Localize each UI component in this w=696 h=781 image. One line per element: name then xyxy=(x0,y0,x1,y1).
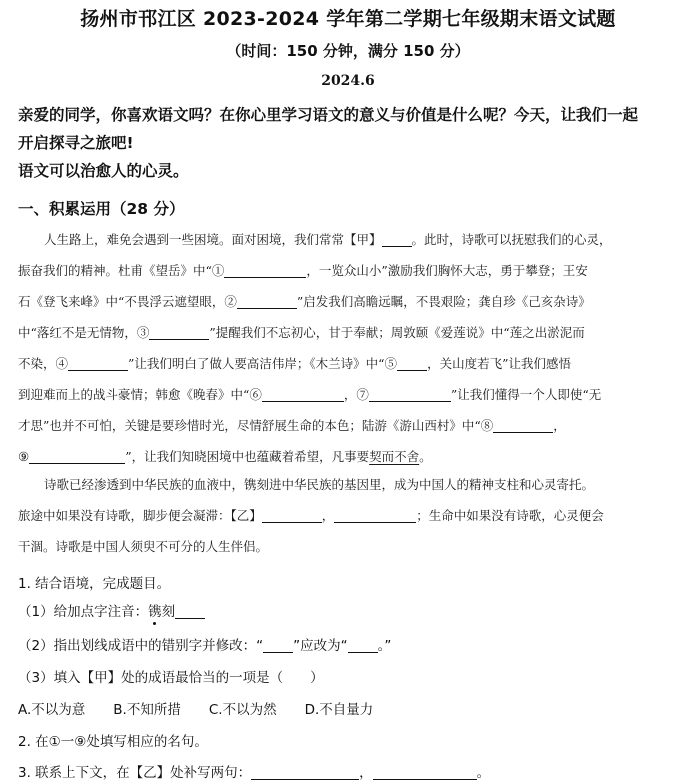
passage-text: ⑨ xyxy=(18,449,30,464)
passage-text: 干涸。诗歌是中国人须臾不可分的人生伴侣。 xyxy=(18,539,269,554)
answer-blank-yi-2[interactable] xyxy=(373,765,477,780)
question-text: （2）指出划线成语中的错别字并修改：“ xyxy=(18,638,264,654)
passage-1-line-8 xyxy=(18,441,672,472)
passage-text: ；生命中如果没有诗歌，心灵便会 xyxy=(416,508,604,523)
passage-text: 旅途中如果没有诗歌，脚步便会凝滞：【乙】 xyxy=(18,508,262,523)
passage-text: ，⑦ xyxy=(343,387,369,402)
blank-2[interactable] xyxy=(237,293,297,309)
passage-text: 中“落红不是无情物，③ xyxy=(18,325,150,340)
passage-text: 。 xyxy=(419,449,432,464)
passage-text: ， xyxy=(321,508,335,523)
blank-6[interactable] xyxy=(262,386,344,402)
question-1-1 xyxy=(18,600,205,620)
passage-2-line-1 xyxy=(18,469,672,500)
blank-3[interactable] xyxy=(149,324,209,340)
question-1-3: （3）填入【甲】处的成语最恰当的一项是（ ） xyxy=(18,670,324,686)
underlined-idiom: 契而不舍 xyxy=(369,449,420,464)
question-text: （1）给加点字注音： xyxy=(18,604,149,620)
passage-text: ”启发我们高瞻远瞩，不畏艰险；龚自珍《己亥杂诗》 xyxy=(296,294,591,309)
blank-5[interactable] xyxy=(397,355,427,371)
passage-text: 人生路上，难免会遇到一些困境。面对困境，我们常常【甲】 xyxy=(44,232,382,247)
intro-line-1: 亲爱的同学，你喜欢语文吗？在你心里学习语文的意义与价值是什么呢？今天，让我们一起 xyxy=(18,106,639,124)
answer-blank-correct-char[interactable] xyxy=(348,638,378,653)
passage-1-line-3 xyxy=(18,286,672,317)
answer-blank-wrong-char[interactable] xyxy=(263,638,293,653)
option-d[interactable]: D.不自量力 xyxy=(304,702,374,718)
passage-text: ，关山度若飞”让我们感悟 xyxy=(427,356,571,371)
blank-4[interactable] xyxy=(68,355,128,371)
passage-text: 诗歌已经渗透到中华民族的血液中，镌刻进中华民族的基因里，成为中国人的精神支柱和心灵寄托。 xyxy=(44,477,595,492)
question-text: 刻 xyxy=(161,604,176,620)
question-2: 2. 在①一⑨处填写相应的名句。 xyxy=(18,734,208,750)
passage-2-line-2 xyxy=(18,500,672,531)
passage-text: 才思”也并不可怕，关键是要珍惜时光，尽情舒展生命的本色；陆游《游山西村》中“⑧ xyxy=(18,418,494,433)
passage-text: ”，让我们知晓困境中也蕴藏着希望，凡事要 xyxy=(125,449,370,464)
passage-text: 到迎难而上的战斗豪情；韩愈《晚春》中“⑥ xyxy=(18,387,262,402)
question-1-3-options xyxy=(18,698,401,718)
passage-text: ”让我们明白了做人要高洁伟岸；《木兰诗》中“⑤ xyxy=(128,356,398,371)
answer-blank-yi-1[interactable] xyxy=(251,765,359,780)
question-text: 。” xyxy=(377,638,392,654)
passage-text: ”让我们懂得一个人即使“无 xyxy=(450,387,602,402)
intro-line-3: 语文可以治愈人的心灵。 xyxy=(18,162,189,180)
option-a[interactable]: A.不以为意 xyxy=(18,702,86,718)
passage-1-line-4 xyxy=(18,317,672,348)
blank-yi-1[interactable] xyxy=(262,507,322,523)
question-1-2 xyxy=(18,634,391,654)
passage-1-line-7 xyxy=(18,410,672,441)
passage-2-line-3 xyxy=(18,531,672,562)
option-c[interactable]: C.不以为然 xyxy=(208,702,277,718)
dotted-char: 镌 xyxy=(148,604,162,620)
blank-9[interactable] xyxy=(29,448,125,464)
question-text: ”应改为“ xyxy=(293,638,348,654)
passage-text: 振奋我们的精神。杜甫《望岳》中“① xyxy=(18,263,225,278)
exam-title: 扬州市邗江区 2023-2024 学年第二学期七年级期末语文试题 xyxy=(80,8,616,30)
passage-1-line-1 xyxy=(18,224,672,255)
intro-paragraph xyxy=(18,101,686,185)
option-b[interactable]: B.不知所措 xyxy=(113,702,181,718)
passage-text: 不染，④ xyxy=(18,356,69,371)
passage-text: ，一览众山小”激励我们胸怀大志，勇于攀登；王安 xyxy=(306,263,588,278)
blank-7[interactable] xyxy=(369,386,451,402)
answer-blank-pinyin[interactable] xyxy=(175,604,205,619)
intro-line-2: 开启探寻之旅吧! xyxy=(18,134,134,152)
passage-text: ”提醒我们不忘初心，甘于奉献；周敦颐《爱莲说》中“莲之出淤泥而 xyxy=(209,325,585,340)
blank-8[interactable] xyxy=(493,417,553,433)
question-text: 。 xyxy=(476,765,491,781)
passage-1 xyxy=(18,224,672,472)
question-1: 1. 结合语境，完成题目。 xyxy=(18,576,171,592)
passage-2 xyxy=(18,469,672,562)
blank-jia[interactable] xyxy=(382,231,412,247)
blank-yi-2[interactable] xyxy=(334,507,416,523)
passage-1-line-6 xyxy=(18,379,672,410)
question-3 xyxy=(18,761,490,781)
passage-text: 石《登飞来峰》中“不畏浮云遮望眼，② xyxy=(18,294,237,309)
question-text: ， xyxy=(359,765,373,781)
passage-text: 。此时，诗歌可以抚慰我们的心灵， xyxy=(411,232,612,247)
blank-1[interactable] xyxy=(224,262,306,278)
passage-1-line-5 xyxy=(18,348,672,379)
passage-text: ， xyxy=(553,418,566,433)
exam-date: 2024.6 xyxy=(321,73,375,89)
passage-1-line-2 xyxy=(18,255,672,286)
section-1-heading: 一、积累运用（28 分） xyxy=(18,200,185,218)
question-text: 3. 联系上下文，在【乙】处补写两句： xyxy=(18,765,252,781)
exam-subtitle: （时间：150 分钟，满分 150 分） xyxy=(226,42,470,60)
